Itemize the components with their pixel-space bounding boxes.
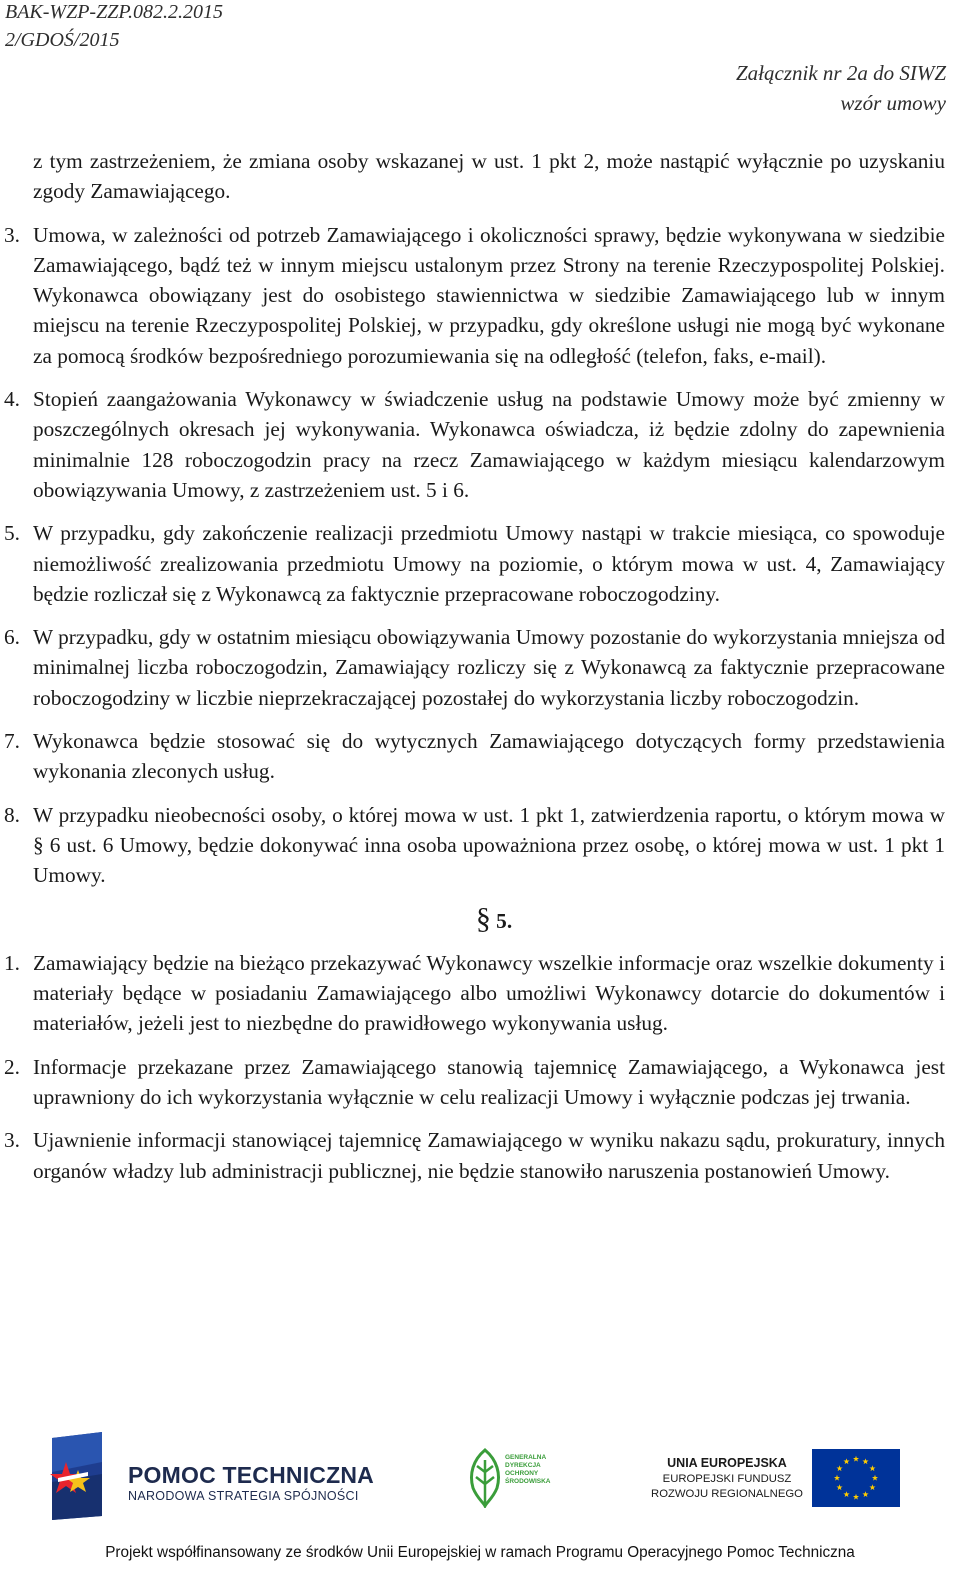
document-body [4, 146, 945, 1199]
section-symbol: § [475, 901, 491, 935]
list-item [4, 948, 945, 1039]
list-item [4, 726, 945, 787]
case-number: 2/GDOŚ/2015 [5, 29, 120, 51]
numbered-list-b [4, 948, 945, 1186]
list-item-number: 6. [4, 625, 20, 650]
reference-number: BAK-WZP-ZZP.082.2.2015 [5, 1, 223, 23]
section-heading [33, 901, 945, 936]
list-item-text: Umowa, w zależności od potrzeb Zamawiającego i okoliczności sprawy, będzie wykonywana w siedzibie Zamawiającego, bądź też w innym miejscu ustalonym przez Strony na terenie Rzeczypospolitej Polskiej. Wykonawca obowiązany jest do osobistego stawiennictwa w siedzibie Zamawiającego lub w innym miejscu na terenie Rzeczypospolitej Polskiej, w przypadku, gdy określone usługi nie mogą być wykonane za pomocą środków bezpośredniego porozumiewania się na odległość (telefon, faks, e-mail). [33, 222, 945, 368]
list-item-number: 4. [4, 387, 20, 412]
list-item-text: Zamawiający będzie na bieżąco przekazywać Wykonawcy wszelkie informacje oraz wszelkie dokumenty i materiały będące w posiadaniu Zamawiającego albo umożliwi Wykonawcy dotarcie do dokumentów i materiałów, jeżeli jest to niezbędne do prawidłowego wykonywania usług. [33, 950, 945, 1036]
list-item [4, 1052, 945, 1113]
list-item-text: W przypadku, gdy zakończenie realizacji przedmiotu Umowy nastąpi w trakcie miesiąca, co spowoduje niemożliwość zrealizowania przedmiotu Umowy na poziomie, o którym mowa w ust. 4, Zamawiający będzie rozliczał się z Wykonawcą za faktycznie przepracowane roboczogodziny. [33, 521, 945, 606]
list-item-text: W przypadku nieobecności osoby, o której mowa w ust. 1 pkt 1, zatwierdzenia raportu, o którym mowa w § 6 ust. 6 Umowy, będzie dokonywać inna osoba upoważniona przez osobę, o której mowa w ust. 1 pkt 1 Umowy. [33, 802, 945, 888]
list-item [4, 622, 945, 713]
list-item-number: 3. [4, 1128, 20, 1153]
list-item-number: 5. [4, 521, 20, 546]
gdos-label: GENERALNA DYREKCJA OCHRONY ŚRODOWISKA [505, 1454, 551, 1485]
list-item-number: 3. [4, 222, 20, 247]
list-item [4, 1125, 945, 1186]
list-item-text: W przypadku, gdy w ostatnim miesiącu obowiązywania Umowy pozostanie do wykorzystania mniejsza od minimalnej liczba roboczogodzin, Zamawiający rozliczy się z Wykonawcą za faktycznie przepracowane roboczogodziny w liczbie nieprzekraczającej pozostałej do wykorzystania liczby roboczogodzin. [33, 625, 945, 710]
pomoc-techniczna-subtitle: NARODOWA STRATEGIA SPÓJNOŚCI [128, 1489, 359, 1503]
list-item-number: 8. [4, 802, 20, 827]
eu-title: UNIA EUROPEJSKA [667, 1456, 787, 1470]
list-item-number: 1. [4, 950, 20, 975]
list-item [4, 800, 945, 891]
attachment-label: Załącznik nr 2a do SIWZ [736, 61, 946, 85]
numbered-list-a [4, 220, 945, 891]
list-item-text: Wykonawca będzie stosować się do wytycznych Zamawiającego dotyczących formy przedstawienia wykonania zleconych usług. [33, 729, 945, 784]
pomoc-techniczna-flag-logo [48, 1432, 106, 1520]
logo-bar [0, 1430, 960, 1530]
list-item-text: Stopień zaangażowania Wykonawcy w świadczenie usług na podstawie Umowy może być zmienny w poszczególnych okresach jej wykonywania. Wykonawca oświadcza, iż będzie zdolny do zapewnienia minimalnie 128 roboczogodzin pracy na rzecz Zamawiającego w każdym miesiącu kalendarzowym obowiązywania Umowy, z zastrzeżeniem ust. 5 i 6. [33, 387, 945, 502]
attachment-subtitle: wzór umowy [840, 91, 946, 115]
list-item-text: Informacje przekazane przez Zamawiającego stanowią tajemnicę Zamawiającego, a Wykonawca jest uprawniony do ich wykorzystania wyłącznie w celu realizacji Umowy i wyłącznie podczas jej trwania. [33, 1054, 945, 1110]
section-number: 5. [496, 908, 513, 933]
footer-cofinancing-note: Projekt współfinansowany ze środków Unii Europejskiej w ramach Programu Operacyjnego Pomoc Techniczna [105, 1544, 855, 1561]
list-item-text: Ujawnienie informacji stanowiącej tajemnicę Zamawiającego w wyniku nakazu sądu, prokuratury, innych organów władzy lub administracji publicznej, nie będzie stanowiło naruszenia postanowień Umowy. [33, 1128, 945, 1183]
continued-paragraph: z tym zastrzeżeniem, że zmiana osoby wskazanej w ust. 1 pkt 2, może nastąpić wyłącznie po uzyskaniu zgody Zamawiającego. [33, 149, 945, 204]
list-item-number: 2. [4, 1054, 20, 1079]
list-item [4, 518, 945, 609]
gdos-leaf-logo [467, 1446, 503, 1508]
list-item [4, 384, 945, 505]
list-item-number: 7. [4, 729, 20, 754]
list-item [4, 220, 945, 371]
pomoc-techniczna-title: POMOC TECHNICZNA [128, 1462, 374, 1488]
eu-fund-label: EUROPEJSKI FUNDUSZ ROZWOJU REGIONALNEGO [651, 1473, 803, 1500]
eu-flag-icon [812, 1449, 900, 1507]
